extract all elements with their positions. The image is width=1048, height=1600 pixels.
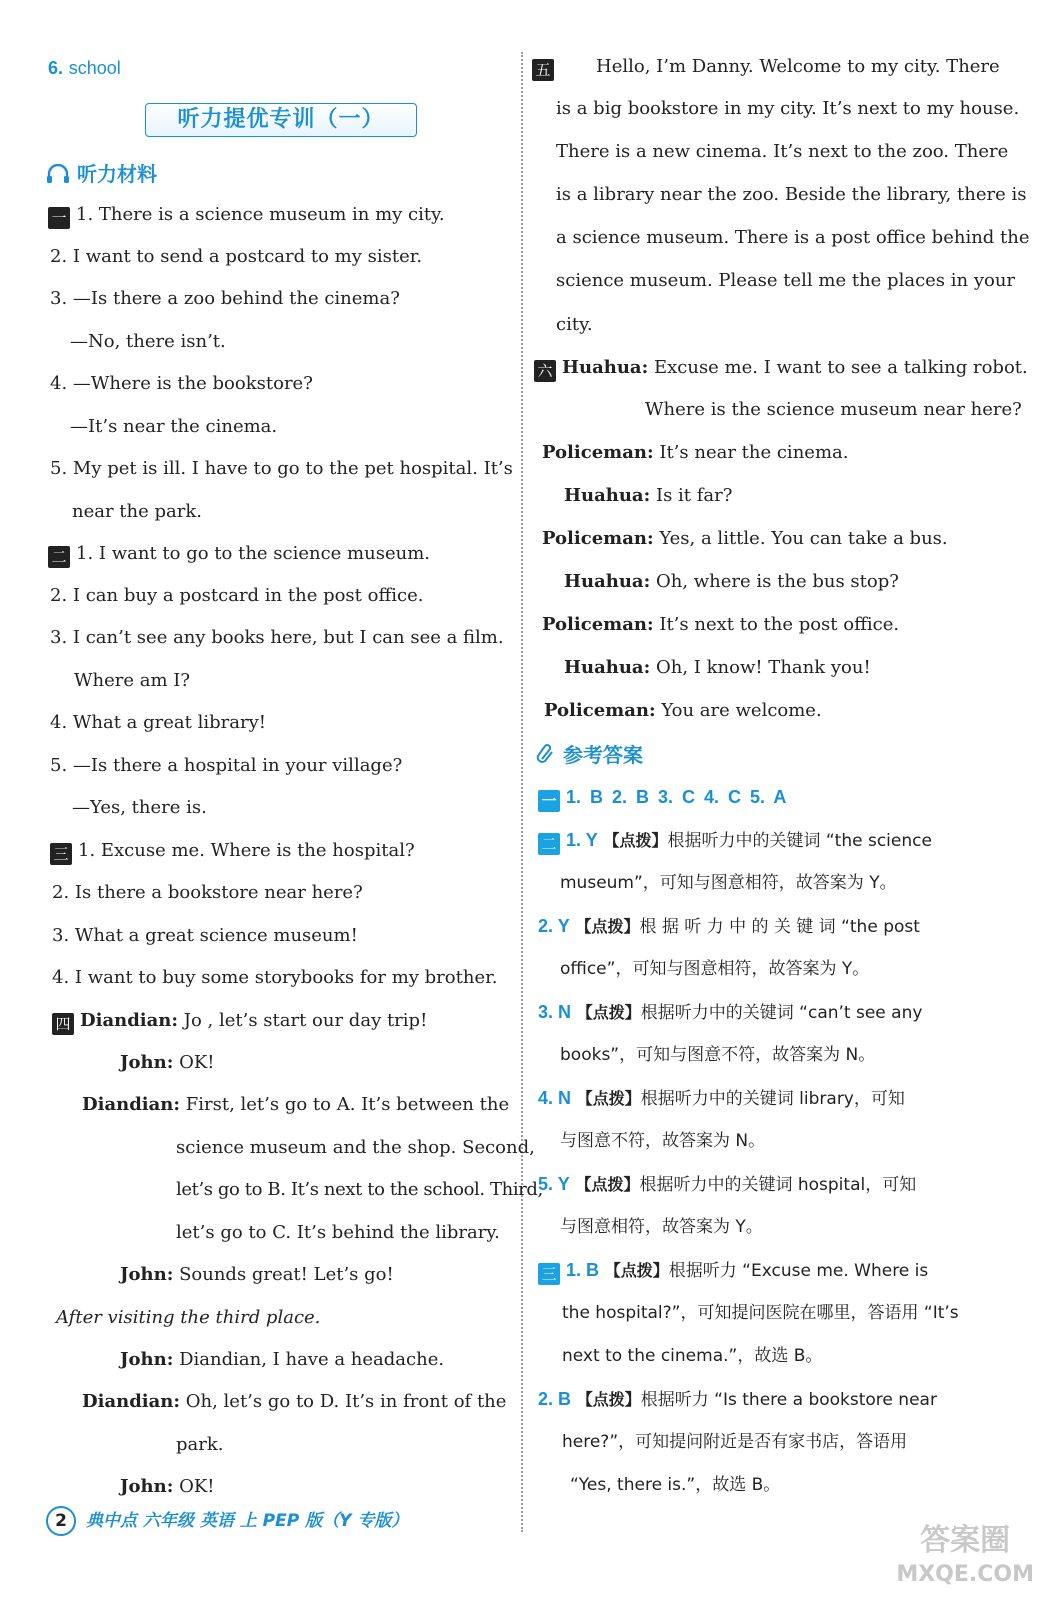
answer-tag-1: 一: [538, 790, 560, 812]
page-number: 2: [46, 1506, 76, 1536]
page-footer: [46, 1506, 408, 1536]
dialog-line: John: OK!: [120, 1476, 215, 1497]
section-tag-4: 四: [52, 1013, 74, 1035]
list-item: 4. What a great library!: [50, 712, 266, 733]
speaker-policeman: Policeman:: [544, 700, 656, 721]
dialog-line: Diandian: First, let’s go to A. It’s between the: [82, 1094, 510, 1115]
answer-tag-2: 二: [538, 833, 560, 855]
dialog-line: Policeman: It’s next to the post office.: [542, 614, 900, 635]
speaker-policeman: Policeman:: [542, 614, 654, 635]
section-tag-1: 一: [48, 207, 70, 229]
dialog-line: Policeman: Yes, a little. You can take a bus.: [542, 528, 948, 549]
list-item: 4. I want to buy some storybooks for my brother.: [52, 967, 498, 988]
section-tag-5: 五: [532, 59, 554, 81]
dialog-line: let’s go to C. It’s behind the library.: [176, 1222, 500, 1243]
speaker-john: John:: [120, 1264, 174, 1285]
answer-item: the hospital?”，可知提问医院在哪里，答语用 “It’s: [562, 1303, 959, 1323]
dialog-line: park.: [176, 1434, 224, 1455]
answer-item: 5. Y 【点拨】根据听力中的关键词 hospital，可知: [538, 1174, 917, 1195]
answer-item: 3. N 【点拨】根据听力中的关键词 “can’t see any: [538, 1002, 923, 1023]
list-item: 4. —Where is the bookstore?: [50, 373, 313, 394]
list-item: —No, there isn’t.: [70, 331, 226, 352]
dialog-line: Policeman: You are welcome.: [544, 700, 822, 721]
speaker-policeman: Policeman:: [542, 442, 654, 463]
list-item: 一 1. There is a science museum in my city.: [48, 203, 445, 229]
dialog-line: Huahua: Oh, I know! Thank you!: [564, 657, 871, 678]
dialog-line: 四 Diandian: Jo , let’s start our day trip!: [52, 1009, 427, 1035]
answer-item: 2. B 【点拨】根据听力 “Is there a bookstore near: [538, 1389, 937, 1410]
speaker-huahua: Huahua:: [564, 571, 651, 592]
answer-item: “Yes, there is.”，故选 B。: [570, 1475, 781, 1495]
dialog-line: Huahua: Is it far?: [564, 485, 733, 506]
section-tag-3: 三: [50, 843, 72, 865]
list-item: near the park.: [72, 501, 202, 522]
dialog-line: Where is the science museum near here?: [645, 399, 1022, 420]
list-item: 二 1. I want to go to the science museum.: [48, 542, 430, 568]
answer-item: 与图意不符，故答案为 N。: [560, 1131, 766, 1151]
answer-item: 三 1. B 【点拨】根据听力 “Excuse me. Where is: [538, 1258, 928, 1285]
answer-item: books”，可知与图意不符，故答案为 N。: [560, 1045, 876, 1065]
passage-line: Hello, I’m Danny. Welcome to my city. There: [596, 56, 1000, 77]
answer-tag-3: 三: [538, 1263, 560, 1285]
speaker-diandian: Diandian:: [80, 1010, 179, 1031]
speaker-huahua: Huahua:: [564, 485, 651, 506]
paperclip-icon: [536, 743, 563, 767]
passage-line: is a big bookstore in my city. It’s next to my house.: [556, 98, 1020, 119]
list-item: 3. —Is there a zoo behind the cinema?: [50, 288, 400, 309]
list-item: —It’s near the cinema.: [70, 416, 278, 437]
dialog-line: Diandian: Oh, let’s go to D. It’s in front of the: [82, 1391, 507, 1412]
page-title: 听力提优专训（一）: [145, 103, 417, 137]
list-item: 2. Is there a bookstore near here?: [52, 882, 363, 903]
watermark-logo: 答案圈 MXQE.COM: [896, 1523, 1034, 1587]
list-item: 3. I can’t see any books here, but I can see a film.: [50, 627, 504, 648]
passage-line: a science museum. There is a post office behind the: [556, 227, 1030, 248]
dialog-line: 六 Huahua: Excuse me. I want to see a talking robot.: [534, 356, 1028, 382]
list-item: Where am I?: [74, 670, 191, 691]
book-title: 典中点 六年级 英语 上 PEP 版（Y 专版）: [86, 1511, 409, 1531]
list-item: 3. What a great science museum!: [52, 925, 358, 946]
speaker-john: John:: [120, 1476, 174, 1497]
passage-line: [532, 55, 560, 81]
dialog-line: John: Sounds great! Let’s go!: [120, 1264, 394, 1285]
passage-line: science museum. Please tell me the places in your: [556, 270, 1016, 291]
speaker-policeman: Policeman:: [542, 528, 654, 549]
dialog-line: John: OK!: [120, 1052, 215, 1073]
answer-item: office”，可知与图意相符，故答案为 Y。: [560, 959, 870, 979]
top-answer-number: 6.: [48, 58, 64, 78]
list-item: 2. I can buy a postcard in the post office.: [50, 585, 424, 606]
passage-line: There is a new cinema. It’s next to the zoo. There: [556, 141, 1009, 162]
headphones-icon: [46, 162, 77, 186]
top-answer: [48, 56, 121, 81]
answer-item: 二 1. Y 【点拨】根据听力中的关键词 “the science: [538, 828, 932, 855]
top-answer-text: school: [68, 58, 121, 78]
passage-line: city.: [556, 314, 593, 335]
list-item: 2. I want to send a postcard to my sister.: [50, 246, 423, 267]
dialog-line: Huahua: Oh, where is the bus stop?: [564, 571, 899, 592]
column-divider: [521, 52, 523, 1532]
list-item: 5. —Is there a hospital in your village?: [50, 755, 403, 776]
answer-row-1: 一 1. B 2. B 3. C 4. C 5. A: [538, 785, 786, 812]
answer-item: here?”，可知提问附近是否有家书店，答语用: [562, 1432, 908, 1452]
section-tag-6: 六: [534, 360, 556, 382]
speaker-diandian: Diandian:: [82, 1391, 181, 1412]
speaker-huahua: Huahua:: [564, 657, 651, 678]
list-item: —Yes, there is.: [72, 797, 207, 818]
dialog-line: Policeman: It’s near the cinema.: [542, 442, 849, 463]
section-tag-2: 二: [48, 546, 70, 568]
answer-item: 与图意相符，故答案为 Y。: [560, 1217, 763, 1237]
answer-item: 4. N 【点拨】根据听力中的关键词 library，可知: [538, 1088, 905, 1109]
reference-answer-label: 参考答案: [562, 743, 643, 767]
speaker-john: John:: [120, 1052, 174, 1073]
reference-answer-heading: [536, 742, 643, 768]
answer-item: next to the cinema.”，故选 B。: [562, 1346, 823, 1366]
dialog-line: John: Diandian, I have a headache.: [120, 1349, 445, 1370]
passage-line: is a library near the zoo. Beside the library, there is: [556, 184, 1027, 205]
stage-direction: After visiting the third place.: [56, 1307, 321, 1328]
answer-item: 2. Y 【点拨】根 据 听 力 中 的 关 键 词 “the post: [538, 916, 920, 937]
listening-material-label: 听力材料: [76, 162, 157, 186]
answer-item: museum”，可知与图意相符，故答案为 Y。: [560, 873, 897, 893]
dialog-line: science museum and the shop. Second,: [176, 1137, 535, 1158]
speaker-diandian: Diandian:: [82, 1094, 181, 1115]
list-item: 三 1. Excuse me. Where is the hospital?: [50, 839, 415, 865]
list-item: 5. My pet is ill. I have to go to the pet hospital. It’s: [50, 458, 513, 479]
dialog-line: let’s go to B. It’s next to the school. Third,: [176, 1179, 543, 1200]
speaker-john: John:: [120, 1349, 174, 1370]
listening-material-heading: [46, 161, 157, 187]
speaker-huahua: Huahua:: [562, 357, 649, 378]
